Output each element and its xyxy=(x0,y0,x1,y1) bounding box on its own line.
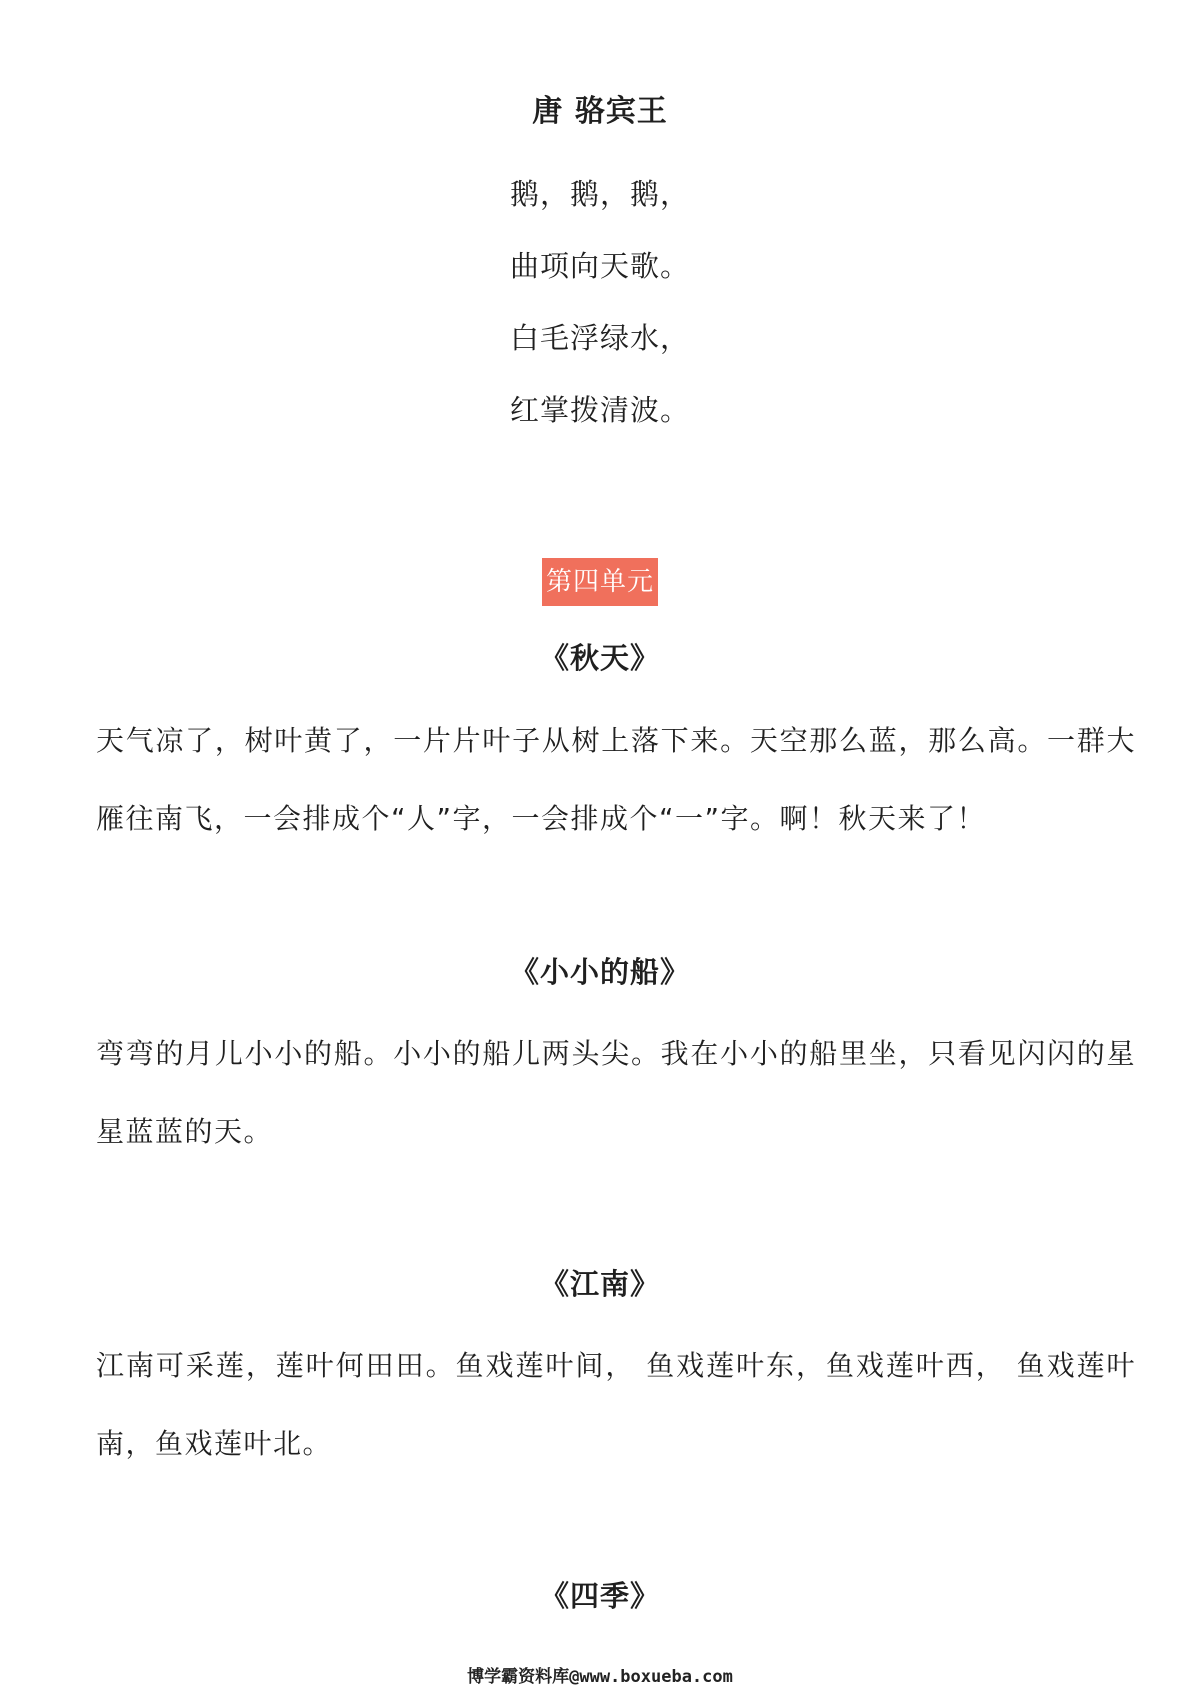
poem-line: 白毛浮绿水， xyxy=(509,321,690,355)
lesson-text-autumn: 天气凉了，树叶黄了，一片片叶子从树上落下来。天空那么蓝，那么高。一群大雁往南飞，一会排成个“人”字，一会排成个“一”字。啊！秋天来了！ xyxy=(96,724,1136,835)
lesson-text-little-boat: 弯弯的月儿小小的船。小小的船儿两头尖。我在小小的船里坐，只看见闪闪的星星蓝蓝的天。 xyxy=(96,1037,1136,1148)
lesson-text-jiangnan: 江南可采莲，莲叶何田田。鱼戏莲叶间， 鱼戏莲叶东，鱼戏莲叶西， 鱼戏莲叶南，鱼戏莲叶北。 xyxy=(96,1349,1136,1460)
poem-author: 唐 骆宾王 xyxy=(532,94,668,129)
unit-heading xyxy=(0,558,1200,606)
poem-line: 曲项向天歌。 xyxy=(509,249,690,283)
footer-watermark: 博学霸资料库@www.boxueba.com xyxy=(467,1667,733,1687)
lesson-title-autumn: 《秋天》 xyxy=(539,641,660,675)
lesson-title-little-boat: 《小小的船》 xyxy=(509,955,690,989)
poem-line: 红掌拨清波。 xyxy=(509,393,690,427)
unit-badge: 第四单元 xyxy=(542,558,658,606)
lesson-title-jiangnan: 《江南》 xyxy=(539,1267,660,1301)
poem-line: 鹅，鹅，鹅， xyxy=(509,177,690,211)
lesson-title-four-seasons: 《四季》 xyxy=(539,1579,660,1613)
